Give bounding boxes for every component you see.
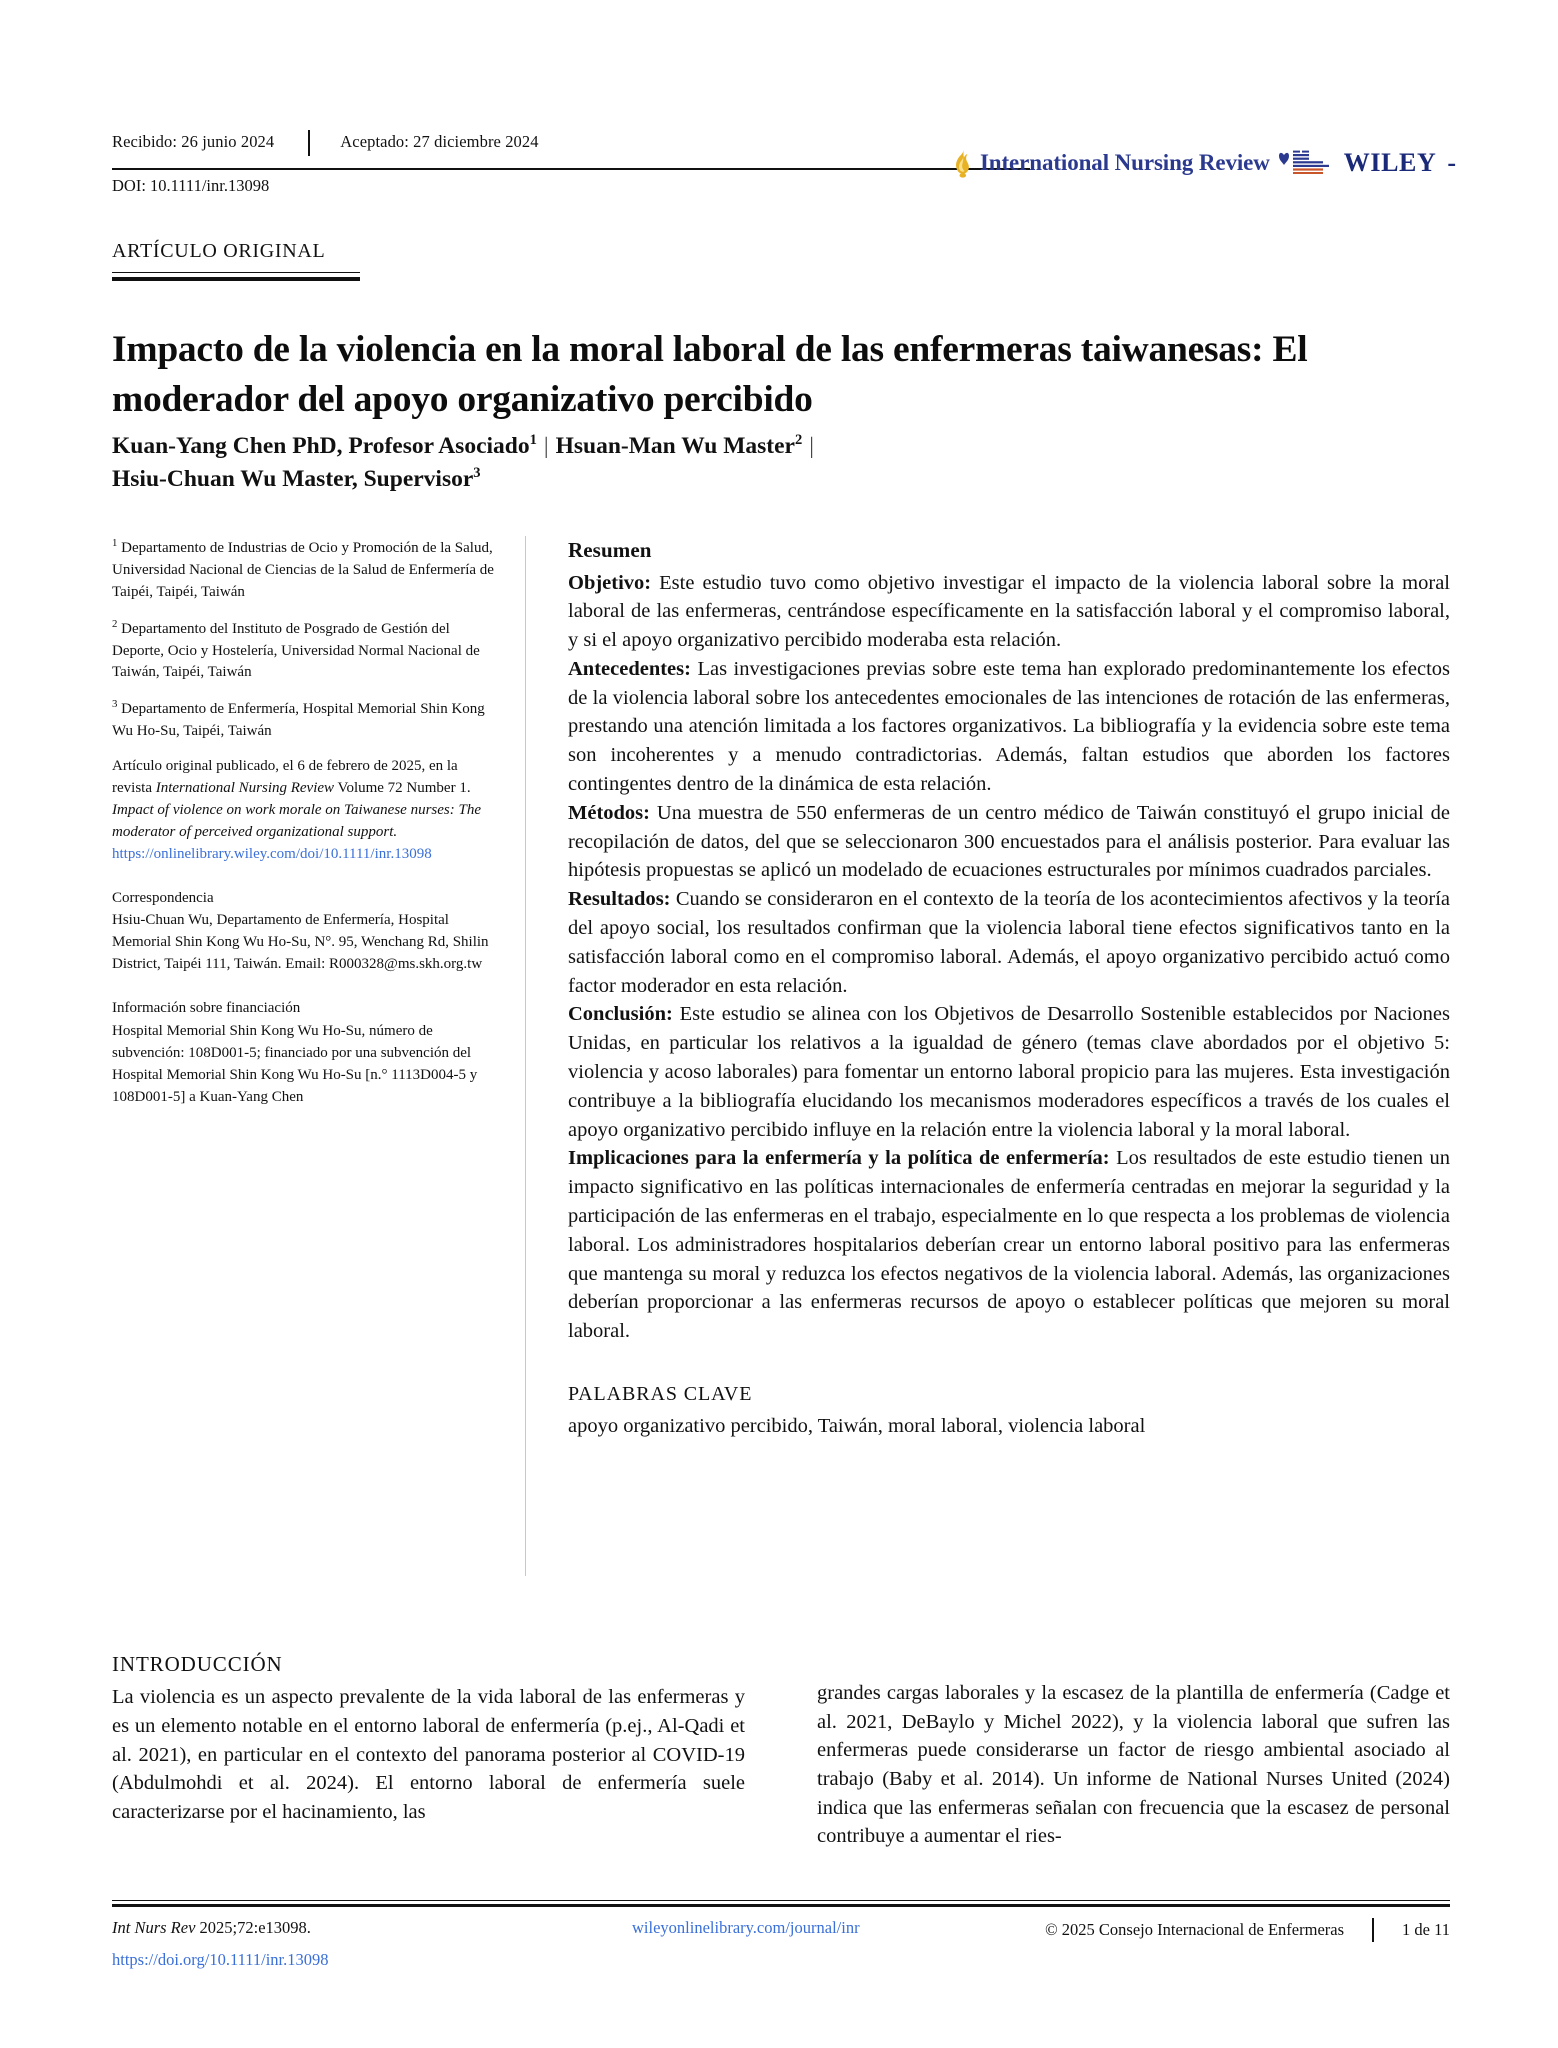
footer-rule-thick [112, 1904, 1450, 1907]
article-type-rule-thin [112, 272, 360, 273]
orig-note-title: Impact of violence on work morale on Taiwanese nurses: The moderator of perceived organizational support. [112, 801, 481, 840]
abstract-implications-text: Los resultados de este estudio tienen un impacto significativo en las políticas internacionales de enfermería centradas en mejorar la seguridad y la participación de las enfermeras en el trabajo, especialmente en lo que respecta a los problemas de violencia laboral. Los administradores hospitalarios deberían crear un entorno laboral positivo para las enfermeras que mantenga su moral y reduzca los efectos negativos de la violencia laboral. Además, las organizaciones deberían proporcionar a las enfermeras recursos de apoyo o establecer políticas que mejoren su moral laboral. [568, 1147, 1450, 1343]
introduction-text-left: La violencia es un aspecto prevalente de la vida laboral de las enfermeras y es un elemento notable en el entorno laboral de enfermería (p.ej., Al-Qadi et al. 2021), en particular en el contexto del panorama posterior al COVID-19 (Abdulmohdi et al. 2024). El entorno laboral de enfermería suele caracterizarse por el hacinamiento, las [112, 1686, 745, 1824]
footer-separator [1372, 1918, 1374, 1942]
publisher-wordmark: WILEY [1343, 148, 1437, 177]
abstract-conclusion-text: Este estudio se alinea con los Objetivos de Desarrollo Sostenible establecidos por Naciones Unidas, en particular los relativos a la igualdad de género (temas clave abordados por el objetivo 5: violencia y acoso laborales) para fomentar un entorno laboral propicio para las mujeres. Esta investigación contribuye a la bibliografía elucidando los mecanismos moderadores específicos a través de los cuales el apoyo organizativo percibido influye en la relación entre la violencia laboral y la moral laboral. [568, 1003, 1450, 1141]
doi-line: DOI: 10.1111/inr.13098 [112, 176, 270, 195]
affiliation-1 [112, 536, 494, 604]
page-title: Impacto de la violencia en la moral laboral de las enfermeras taiwanesas: El moderador del apoyo organizativo percibido [112, 329, 1308, 420]
introduction-right-spacer [817, 1650, 1450, 1679]
orig-note-part2: Volume 72 Number 1. [334, 780, 471, 797]
introduction-text-right: grandes cargas laborales y la escasez de la plantilla de enfermería (Cadge et al. 2021, DeBaylo y Michel 2022), y la violencia laboral que sufren las enfermeras puede considerarse un factor de riesgo ambiental asociado al trabajo (Baby et al. 2014). Un informe de National Nurses United (2024) indica que las enfermeras señalan con frecuencia que la escasez de personal contribuye a aumentar el ries- [817, 1682, 1450, 1848]
affiliation-1-marker: 1 [112, 537, 118, 549]
author-3-affil-marker: 3 [473, 465, 481, 482]
accepted-date: Aceptado: 27 diciembre 2024 [340, 132, 539, 151]
author-separator-2: | [809, 433, 814, 459]
affiliation-3-marker: 3 [112, 698, 118, 711]
original-publication-note [112, 756, 494, 865]
abstract-background-label: Antecedentes: [568, 657, 691, 680]
abstract-results-label: Resultados: [568, 888, 671, 911]
affiliation-3 [112, 697, 494, 743]
orig-note-part1: Artículo original publicado, el 6 de febrero de 2025, en la revista [112, 758, 458, 797]
affiliation-2-text: Departamento del Instituto de Posgrado de Gestión del Deporte, Ocio y Hostelería, Universidad Normal Nacional de Taiwán, Taipéi, Taiwán [112, 620, 480, 681]
article-history-bar [112, 132, 1456, 195]
date-separator [308, 130, 310, 156]
author-3-name: Hsiu-Chuan Wu Master, Supervisor [112, 466, 474, 493]
abstract-methods-text: Una muestra de 550 enfermeras de un centro médico de Taiwán constituyó el grupo inicial de recopilación de datos, del que se seleccionaron 300 encuestados para el análisis posterior. Para evaluar las hipótesis propuestas se aplicó un modelado de ecuaciones estructurales por mínimos cuadrados parciales. [568, 801, 1450, 882]
abstract-objective [568, 569, 1450, 655]
author-2-affil-marker: 2 [794, 432, 803, 449]
footer-citation-journal: Int Nurs Rev [112, 1918, 196, 1937]
article-type-rule-thick [112, 277, 360, 281]
keywords-list: apoyo organizativo percibido, Taiwán, moral laboral, violencia laboral [568, 1415, 1146, 1438]
introduction-heading: INTRODUCCIÓN [112, 1652, 283, 1676]
orig-note-journal: International Nursing Review [155, 780, 335, 797]
affiliation-1-text: Departamento de Industrias de Ocio y Promoción de la Salud, Universidad Nacional de Ciencias de la Salud de Enfermería de Taipéi, Taipéi, Taiwán [112, 540, 494, 600]
abstract-objective-label: Objetivo: [568, 571, 652, 594]
footer-citation [112, 1918, 311, 1938]
funding-body: Hospital Memorial Shin Kong Wu Ho-Su, número de subvención: 108D001-5; financiado por una subvención del Hospital Memorial Shin Kong Wu Ho-Su [n.° 1113D004-5 y 108D001-5] a Kuan-Yang Chen [112, 1023, 478, 1105]
author-2-name: Hsuan-Man Wu Master [555, 433, 795, 459]
author-3 [112, 466, 481, 492]
flame-icon [954, 148, 971, 178]
affiliation-3-text: Departamento de Enfermería, Hospital Memorial Shin Kong Wu Ho-Su, Taipéi, Taiwán [112, 701, 485, 740]
icn-emblem-icon [1279, 148, 1335, 178]
abstract-implications [568, 1144, 1450, 1346]
abstract-results [568, 885, 1450, 1000]
introduction-column-left [112, 1650, 745, 1851]
footer-copyright: © 2025 Consejo Internacional de Enfermeras [1045, 1920, 1345, 1939]
abstract-background-text: Las investigaciones previas sobre este tema han explorado predominantemente los efectos de la violencia laboral sobre los antecedentes emocionales de las intenciones de rotación de las enfermeras, prestando una atención limitada a los factores organizativos. La bibliografía y la evidencia sobre este tema son incoherentes y a menudo contradictorias. Además, faltan estudios que aborden los factores contingentes dentro de la dinámica de esta relación. [568, 657, 1450, 796]
introduction-section [112, 1650, 1450, 1851]
abstract-results-text: Cuando se consideraron en el contexto de la teoría de los acontecimientos afectivos y la teoría del apoyo social, los resultados confirman que la violencia laboral tiene efectos significativos tanto en la satisfacción laboral como en el compromiso laboral. Además, el apoyo organizativo percibido actuó como factor moderador en esta relación. [568, 888, 1450, 997]
abstract-heading: Resumen [568, 538, 652, 562]
orig-note-link[interactable]: https://onlinelibrary.wiley.com/doi/10.1111/inr.13098 [112, 845, 432, 862]
abstract-conclusion [568, 1000, 1450, 1144]
introduction-column-right [817, 1650, 1450, 1851]
footer-rule-thin [112, 1900, 1450, 1901]
keywords-heading: PALABRAS CLAVE [568, 1383, 753, 1406]
footer-doi-link[interactable]: https://doi.org/10.1111/inr.13098 [112, 1950, 329, 1969]
correspondence-body: Hsiu-Chuan Wu, Departamento de Enfermería, Hospital Memorial Shin Kong Wu Ho-Su, N°. 95, Wenchang Rd, Shilin District, Taipéi 111, Taiwán. Email: R000328@ms.skh.org.tw [112, 912, 489, 973]
journal-logo [954, 148, 1456, 178]
article-type-label: ARTÍCULO ORIGINAL [112, 240, 326, 262]
footer-citation-rest: 2025;72:e13098. [195, 1918, 311, 1937]
footer-right [1045, 1918, 1450, 1942]
author-1 [112, 433, 537, 459]
page-content [112, 0, 1456, 2048]
author-2 [556, 433, 803, 459]
abstract-objective-text: Este estudio tuvo como objetivo investigar el impacto de la violencia laboral sobre la moral laboral de las enfermeras, centrándose específicamente en la satisfacción laboral y el compromiso laboral, y si el apoyo organizativo percibido moderaba esta relación. [568, 571, 1450, 652]
abstract-methods-label: Métodos: [568, 801, 650, 824]
affiliation-2 [112, 617, 494, 685]
abstract-conclusion-label: Conclusión: [568, 1003, 673, 1026]
header-rule-left [112, 168, 912, 170]
abstract-section [568, 536, 1450, 1441]
publisher-dash: - [1447, 148, 1456, 177]
correspondence-heading: Correspondencia [112, 889, 214, 906]
footer-page-number: 1 de 11 [1402, 1920, 1450, 1939]
footer-journal-url[interactable]: wileyonlinelibrary.com/journal/inr [632, 1918, 860, 1937]
page-footer [112, 1918, 1450, 1998]
sidebar-metadata [112, 536, 494, 1122]
author-list [112, 430, 1312, 497]
affiliation-2-marker: 2 [112, 617, 118, 630]
journal-title: International Nursing Review [979, 150, 1270, 175]
abstract-methods [568, 799, 1450, 885]
author-1-affil-marker: 1 [529, 432, 537, 449]
author-1-name: Kuan-Yang Chen PhD, Profesor Asociado [112, 433, 530, 459]
funding-heading: Información sobre financiación [112, 1000, 301, 1017]
received-date: Recibido: 26 junio 2024 [112, 132, 275, 151]
author-separator-1: | [543, 433, 549, 459]
abstract-implications-label: Implicaciones para la enfermería y la política de enfermería: [568, 1147, 1110, 1170]
article-dates [112, 132, 539, 156]
column-divider [525, 536, 526, 1576]
abstract-background [568, 655, 1450, 799]
